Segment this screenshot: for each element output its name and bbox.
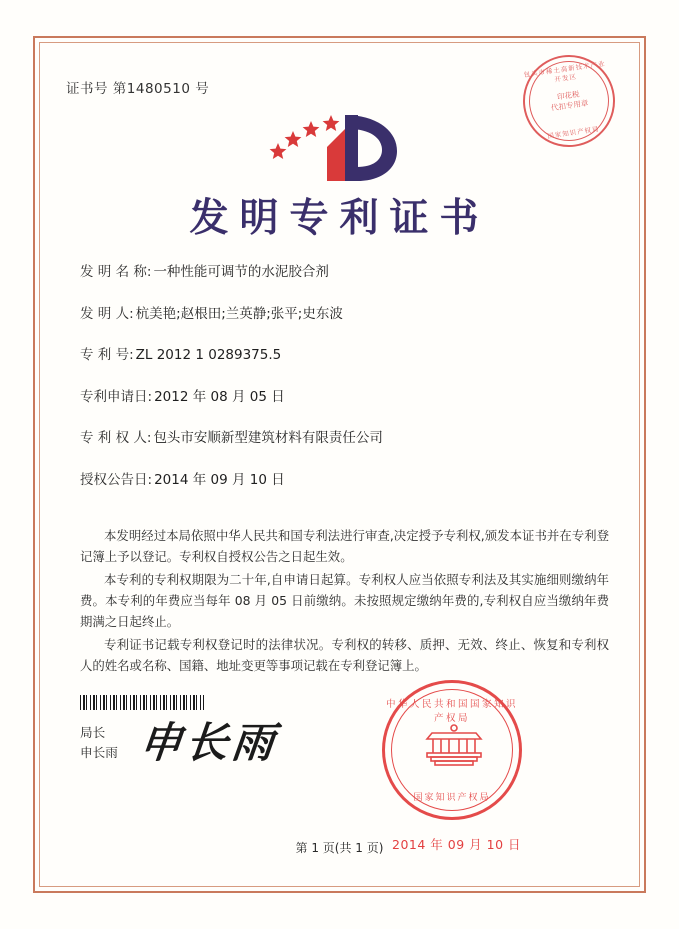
signatory-role: 局长 <box>80 725 106 740</box>
signature-block <box>80 723 118 763</box>
field-application-date <box>80 385 613 405</box>
field-label: 发 明 人: <box>80 305 134 322</box>
page-footer: 第 1 页(共 1 页) <box>295 841 384 855</box>
logo <box>52 107 627 185</box>
field-label: 专 利 权 人: <box>80 430 152 446</box>
field-label: 专 利 号: <box>80 347 134 363</box>
official-seal-bottom-text: 国家知识产权局 <box>413 793 491 803</box>
field-value: 2014 年 09 月 10 日 <box>154 471 285 488</box>
official-seal-top-text: 中华人民共和国国家知识产权局 <box>385 699 518 724</box>
certificate-content <box>52 55 627 874</box>
field-patentee <box>80 426 613 446</box>
tax-stamp-mid-line2: 代扣专用章 <box>550 98 589 113</box>
tax-stamp-arc-bottom: 国家知识产权局 <box>546 125 601 141</box>
field-value: 2012 年 08 月 05 日 <box>154 388 285 405</box>
field-value: 包头市安顺新型建筑材料有限责任公司 <box>153 430 383 446</box>
barcode <box>80 695 204 710</box>
sipo-logo-icon <box>265 107 415 185</box>
signatory-name: 申长雨 <box>80 745 118 760</box>
field-value: 杭美艳;赵根田;兰英静;张平;史东波 <box>135 305 343 322</box>
tax-stamp-arc-top: 包头市稀土高新技术产业开发区 <box>523 59 606 84</box>
field-patent-number <box>80 343 613 363</box>
field-invention-name <box>80 260 613 280</box>
official-seal <box>382 680 522 820</box>
legal-paragraph-2: 本专利的专利权期限为二十年,自申请日起算。专利权人应当依照专利法及其实施细则缴纳年费。本专利的年费应当每年 08 月 05 日前缴纳。未按照规定缴纳年费的,专利权自应当缴纳年费期满之日起终止。 <box>80 572 609 629</box>
certificate-number: 证书号 第1480510 号 <box>66 81 210 97</box>
field-value: 一种性能可调节的水泥胶合剂 <box>153 264 329 280</box>
legal-paragraph-3: 专利证书记载专利权登记时的法律状况。专利权的转移、质押、无效、终止、恢复和专利权人的姓名或名称、国籍、地址变更等事项记载在专利登记簿上。 <box>80 637 609 673</box>
field-label: 授权公告日: <box>80 471 153 488</box>
seal-date: 2014 年 09 月 10 日 <box>392 837 521 852</box>
legal-body-text <box>80 525 609 678</box>
field-value: ZL 2012 1 0289375.5 <box>135 347 282 363</box>
page-title: 发明专利证书 <box>189 196 490 241</box>
legal-paragraph-1: 本发明经过本局依照中华人民共和国专利法进行审查,决定授予专利权,颁发本证书并在专利登记簿上予以登记。专利权自授权公告之日起生效。 <box>80 528 609 564</box>
field-label: 发 明 名 称: <box>80 264 152 280</box>
field-grant-announcement-date <box>80 468 613 488</box>
handwritten-signature: 申长雨 <box>137 718 281 767</box>
national-emblem-icon <box>419 723 489 781</box>
field-inventors <box>80 302 613 322</box>
field-list <box>80 260 613 509</box>
tax-stamp-mid-line1: 印花税 <box>556 89 581 102</box>
field-label: 专利申请日: <box>80 388 153 405</box>
